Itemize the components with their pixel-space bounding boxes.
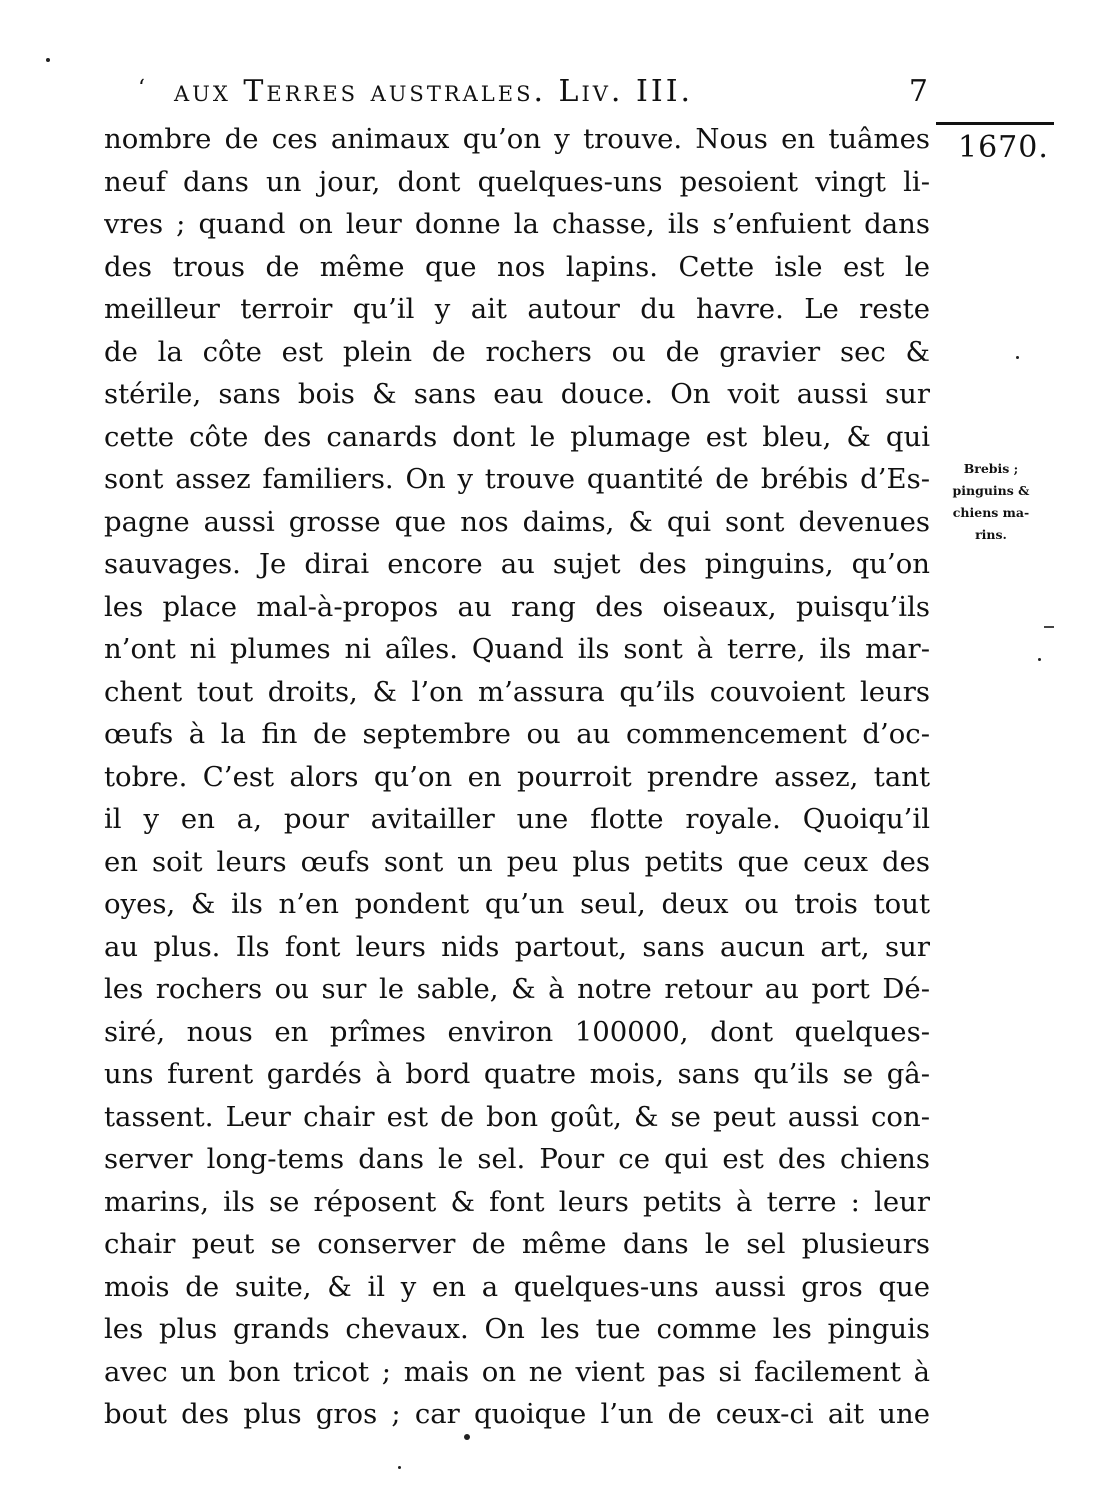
margin-note-line: chiens ma- [952,505,1030,520]
text-line: des trous de même que nos lapins. Cette isle est le [104,250,930,283]
scan-speck [398,1466,401,1469]
margin-note-line: rins. [975,527,1007,542]
text-line: de la côte est plein de rochers ou de gravier sec & [104,335,930,368]
text-line: meilleur terroir qu’il y ait autour du havre. Le reste [104,293,930,325]
text-line: bout des plus gros ; car quoique l’un de ceux-ci ait une [104,1398,930,1430]
text-line: il y en a, pour avitailler une flotte royale. Quoiqu’il [104,803,930,835]
margin-note-line: pinguins & [952,483,1030,498]
margin-year: 1670. [958,130,1049,165]
text-line: siré, nous en prîmes environ 100000, dont quelques- [104,1015,930,1048]
text-line: vres ; quand on leur donne la chasse, ils s’enfuient dans [104,208,930,240]
text-line: en soit leurs œufs sont un peu plus petits que ceux des [104,845,930,878]
scan-mark [1044,626,1054,628]
text-line: uns furent gardés à bord quatre mois, sans qu’ils se gâ- [104,1058,930,1090]
text-line: neuf dans un jour, dont quelques-uns pesoient vingt li- [104,165,930,198]
text-line: sont assez familiers. On y trouve quantité de brébis d’Es- [104,463,930,495]
body-text [104,118,930,1436]
header-mark: ‘ [138,76,145,101]
text-line: oyes, & ils n’en pondent qu’un seul, deux ou trois tout [104,888,930,920]
text-line: marins, ils se réposent & font leurs petits à terre : leur [104,1185,930,1218]
text-line: stérile, sans bois & sans eau douce. On voit aussi sur [104,378,930,410]
text-line: les rochers ou sur le sable, & à notre retour au port Dé- [104,973,930,1005]
scan-speck [464,1434,470,1440]
text-line: au plus. Ils font leurs nids partout, sans aucun art, sur [104,930,930,963]
page-number: 7 [908,74,928,109]
text-line: sauvages. Je dirai encore au sujet des pinguins, qu’on [104,548,930,580]
margin-note-line: Brebis ; [963,461,1019,476]
page-header [138,72,928,116]
text-line: mois de suite, & il y en a quelques-uns aussi gros que [104,1270,930,1303]
text-line: œufs à la fin de septembre ou au commencement d’oc- [104,718,930,750]
text-line: chair peut se conserver de même dans le sel plusieurs [104,1228,930,1260]
scan-speck [1038,658,1041,661]
text-line: server long-tems dans le sel. Pour ce qui est des chiens [104,1143,930,1175]
header-rule [936,122,1054,125]
text-line: nombre de ces animaux qu’on y trouve. Nous en tuâmes [104,123,930,155]
text-line: tassent. Leur chair est de bon goût, & se peut aussi con- [104,1100,930,1133]
running-head: aux Terres australes. Liv. III. [174,74,694,109]
text-line: les plus grands chevaux. On les tue comme les pinguis [104,1313,930,1345]
text-line: n’ont ni plumes ni aîles. Quand ils sont à terre, ils mar- [104,633,930,665]
text-line: pagne aussi grosse que nos daims, & qui sont devenues [104,505,930,538]
text-line: avec un bon tricot ; mais on ne vient pas si facilement à [104,1355,930,1388]
scan-speck [46,58,50,62]
scan-speck [1016,356,1019,359]
text-line: chent tout droits, & l’on m’assura qu’ils couvoient leurs [104,675,930,708]
margin-note [936,458,1046,546]
text-line: les place mal-à-propos au rang des oiseaux, puisqu’ils [104,590,930,623]
text-line: cette côte des canards dont le plumage est bleu, & qui [104,420,930,453]
text-line: tobre. C’est alors qu’on en pourroit prendre assez, tant [104,760,930,793]
